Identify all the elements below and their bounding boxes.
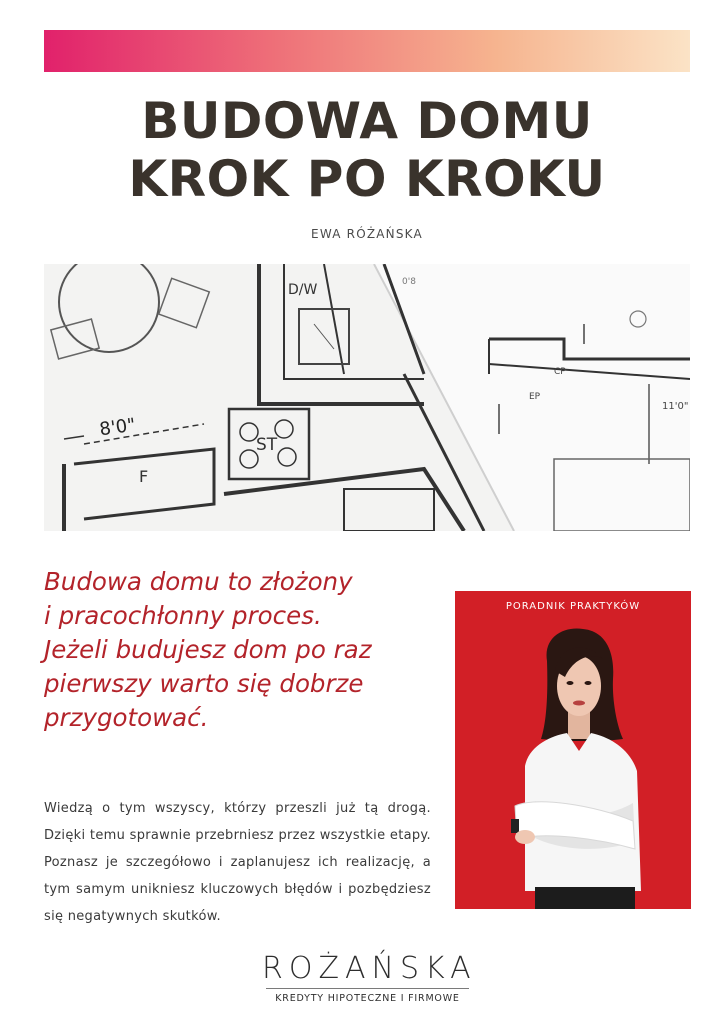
label-dw: D/W [288, 282, 318, 298]
logo-tagline: KREDYTY HIPOTECZNE I FIRMOWE [275, 993, 460, 1004]
logo-divider [266, 988, 469, 989]
gradient-header-bar [44, 30, 690, 72]
promo-card [455, 591, 691, 909]
label-st: ST [256, 435, 278, 455]
lead-line: Jeżeli budujesz dom po raz [44, 635, 372, 664]
lead-paragraph [44, 565, 444, 735]
blueprint-drawing [44, 264, 690, 531]
body-paragraph: Wiedzą o tym wszyscy, którzy przeszli już tą drogą. Dzięki temu sprawnie przebrniesz przez wszystkie etapy. Poznasz je szczegółowo i zaplanujesz ich realizację, a tym samym unikniesz kluczowych błędów i pozbędziesz się negatywnych skutków. [44, 801, 431, 924]
lead-line: przygotować. [44, 703, 209, 732]
label-f: F [139, 467, 149, 486]
portrait-image [455, 591, 691, 909]
label-size-top: 0'8 [402, 277, 416, 287]
label-ep: EP [529, 392, 541, 402]
label-size: 8'0" [98, 414, 137, 441]
title-line-1: BUDOWA DOMU [141, 92, 593, 150]
company-logo [262, 951, 477, 1004]
blueprint-image [44, 264, 690, 531]
lead-line: pierwszy warto się dobrze [44, 669, 364, 698]
label-size-right: 11'0" [662, 401, 689, 412]
lead-line: i pracochłonny proces. [44, 601, 322, 630]
label-cp: CP [554, 367, 566, 377]
page-title [44, 92, 690, 208]
promo-label: PORADNIK PRAKTYKÓW [505, 601, 641, 612]
logo-wordmark: ROŻAŃSKA [262, 951, 477, 986]
author-name: EWA RÓŻAŃSKA [311, 227, 423, 241]
title-line-2: KROK PO KROKU [128, 150, 606, 208]
lead-line: Budowa domu to złożony [44, 567, 353, 596]
